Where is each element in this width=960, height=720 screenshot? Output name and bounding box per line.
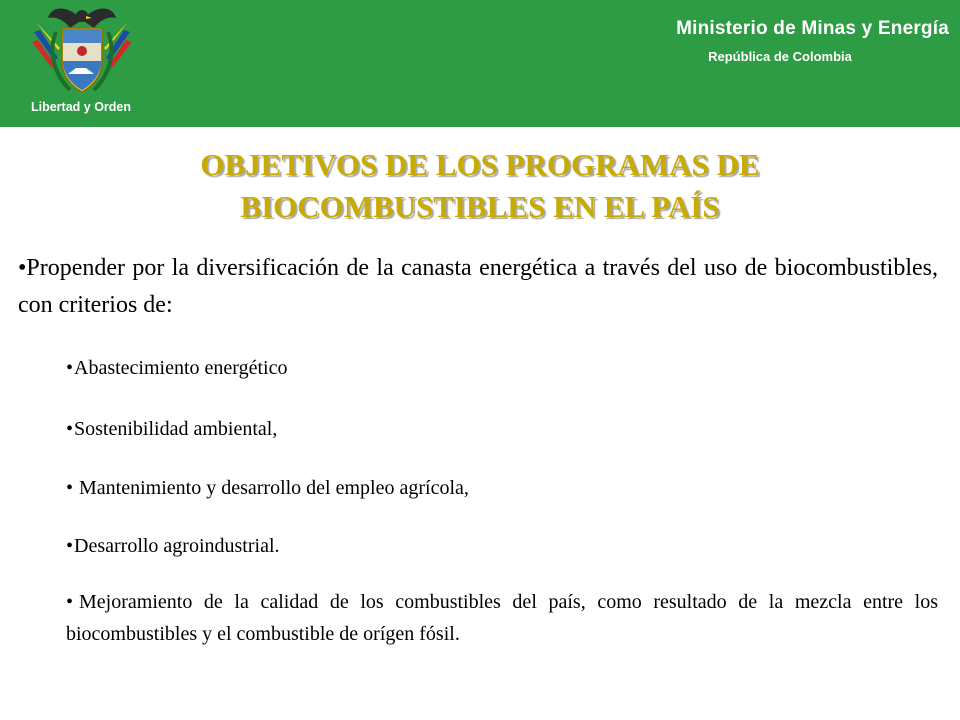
bullet-dot: • xyxy=(18,255,27,281)
bullet-dot: • xyxy=(66,591,74,613)
list-item xyxy=(66,472,938,504)
intro-text: Propender por la diversificación de la canasta energética a través del uso de biocombustibles, con criterios de: xyxy=(18,255,938,318)
list-item-text: Mejoramiento de la calidad de los combustibles del país, como resultado de la mezcla entre los biocombustibles y el combustible de orígen fósil. xyxy=(66,591,938,645)
list-item xyxy=(66,352,938,384)
bullet-dot: • xyxy=(66,477,74,499)
bullet-dot: • xyxy=(66,357,74,379)
bullet-dot: • xyxy=(66,535,74,557)
list-item xyxy=(66,413,938,445)
header-banner xyxy=(0,0,960,127)
list-item xyxy=(66,530,938,562)
colombia-coat-of-arms-icon xyxy=(30,2,134,98)
list-item-text: Abastecimiento energético xyxy=(74,357,288,379)
title-line-1: OBJETIVOS DE LOS PROGRAMAS DE xyxy=(200,147,760,182)
ministry-name: Ministerio de Minas y Energía xyxy=(676,18,949,39)
list-item-text: Sostenibilidad ambiental, xyxy=(74,418,278,440)
list-item-text: Desarrollo agroindustrial. xyxy=(74,535,280,557)
slide-title xyxy=(80,144,880,228)
republic-name: República de Colombia xyxy=(708,49,852,64)
list-item-text: Mantenimiento y desarrollo del empleo agrícola, xyxy=(79,477,469,499)
intro-paragraph xyxy=(18,250,938,324)
bullet-dot: • xyxy=(66,418,74,440)
title-line-2: BIOCOMBUSTIBLES EN EL PAÍS xyxy=(240,189,720,224)
motto-text: Libertad y Orden xyxy=(30,100,132,114)
list-item xyxy=(66,586,938,650)
